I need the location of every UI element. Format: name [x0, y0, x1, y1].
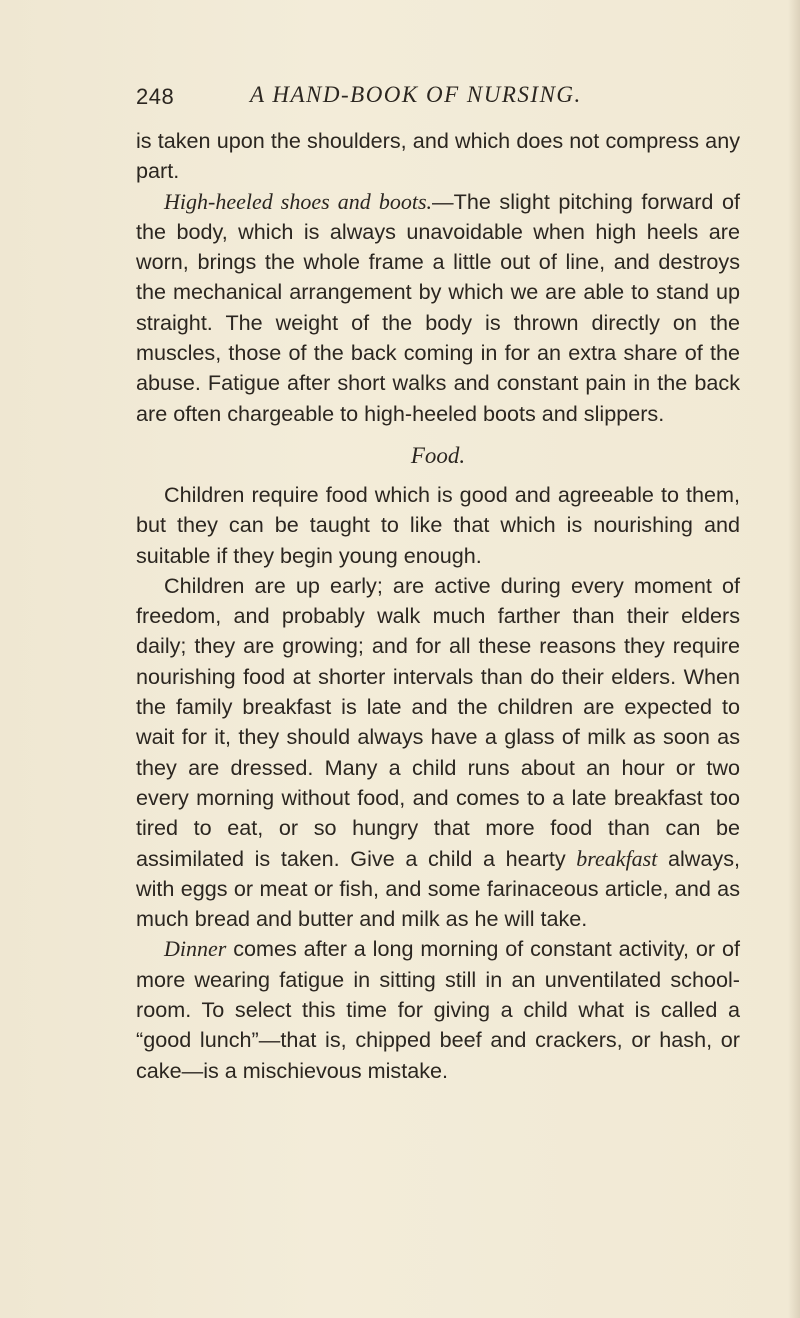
paragraph-text: Children are up early; are active during every moment of freedom, and probably walk much farther than their elders daily; they are growing; and for all these reasons they require nourishing food at shorter intervals than do their elders. When the family breakfast is late and the children are expected to wait for it, they should always have a glass of milk as soon as they are dressed. Many a child runs about an hour or two every morning without food, and comes to a late breakfast too tired to eat, or so hungry that more food than can be assimilated is taken. Give a child a hearty: [136, 572, 740, 871]
paragraph-text: always, with eggs or meat or fish, and some farinaceous article, and as much bread and butter and milk as he will take.: [136, 845, 740, 932]
paragraph-food-2: [136, 571, 740, 935]
book-title: A HAND-BOOK OF NURSING.: [250, 82, 582, 107]
paragraph-text: —The slight pitching forward of the body, which is always unavoidable when high heels are worn, brings the whole frame a little out of line, and destroys the mechanical arrangement by which we are able to stand up straight. The weight of the body is thrown directly on the muscles, those of the back coming in for an extra share of the abuse. Fatigue after short walks and constant pain in the back are often chargeable to high-heeled boots and slippers.: [136, 188, 740, 426]
page-edge-shadow: [788, 0, 800, 1318]
paragraph-dinner: [136, 934, 740, 1085]
paragraph-text: is taken upon the shoulders, and which does not compress any part.: [136, 128, 740, 184]
section-heading-food: Food.: [410, 442, 466, 468]
page-number: 248: [136, 84, 175, 109]
italic-term-dinner: Dinner: [164, 936, 227, 962]
paragraph-continuation: [136, 126, 740, 187]
running-head: [136, 78, 736, 114]
run-in-heading: High-heeled shoes and boots.: [164, 188, 433, 214]
paragraph-food-1: [136, 480, 740, 571]
paragraph-text: Children require food which is good and agreeable to them, but they can be taught to like that which is nourishing and suitable if they begin young enough.: [136, 481, 740, 568]
body-text: [136, 126, 740, 1086]
paragraph-high-heeled: [136, 187, 740, 429]
italic-term-breakfast: breakfast: [576, 845, 658, 871]
paragraph-text: comes after a long morning of constant activity, or of more wearing fatigue in sitting still in an unventilated school-room. To select this time for giving a child what is called a “good lunch”—that is, chipped beef and crackers, or hash, or cake—is a mischievous mistake.: [136, 936, 740, 1083]
